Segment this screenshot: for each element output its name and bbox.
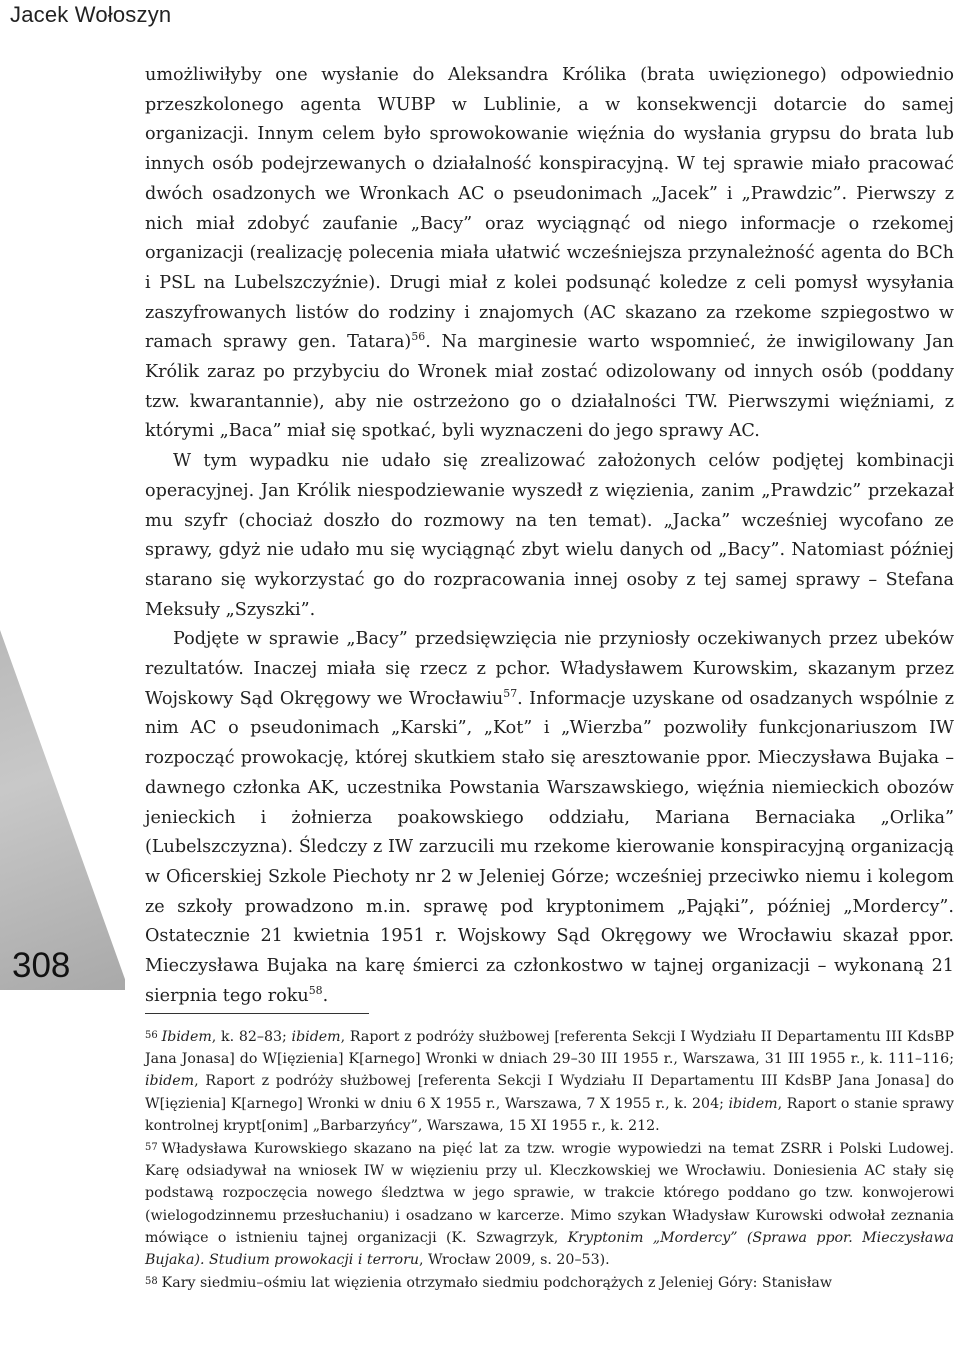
paragraph bbox=[145, 625, 954, 1011]
footnote-text: Kryptonim „Mordercy” (Sprawa ppor. Mieczysława Bujaka). Studium prowokacji i terroru bbox=[145, 1229, 954, 1269]
footnote-text: , k. 82–83; bbox=[211, 1029, 292, 1045]
page-number: 308 bbox=[12, 946, 71, 985]
footnote-number: 58 bbox=[145, 1276, 158, 1288]
footnote-text: , Raport o stanie sprawy kontrolnej krypt[onim] „Barbarzyńcy”, Warszawa, 15 XI 1955 r., k. 212. bbox=[145, 1095, 954, 1134]
footnote-separator bbox=[145, 1013, 369, 1014]
paragraph-text: . bbox=[322, 985, 329, 1006]
page-number-tab bbox=[0, 630, 125, 990]
footnote-text: , Raport z podróży służbowej [referenta Sekcji I Wydziału II Departamentu III KdsBP Jana Jonasa] do W[ięzienia] K[arnego] Wronki w dniach 29–30 III 1955 r., Warszawa, 31 III 1955 r., k. 111–116; bbox=[145, 1029, 954, 1068]
footnote-text: Ibidem bbox=[161, 1029, 212, 1045]
footnote-ref[interactable]: 56 bbox=[411, 330, 426, 344]
paragraph-text: . Na marginesie warto wspomnieć, że inwigilowany Jan Królik zaraz po przybyciu do Wronek miał zostać odizolowany od innych osób (poddany tzw. kwarantannie), aby nie ostrzeżono go o działalności TW. Pierwszymi więźniami, z którymi „Baca” miał się spotkać, byli wyznaczeni do jego sprawy AC. bbox=[145, 332, 954, 442]
footnote-text: ibidem bbox=[145, 1073, 195, 1090]
paragraph bbox=[145, 447, 954, 625]
footnote-ref[interactable]: 58 bbox=[308, 983, 323, 997]
footnote-text: Władysława Kurowskiego skazano na pięć lat za tzw. wrogie wypowiedzi na temat ZSRR i Polski Ludowej. Karę odsiadywał na wniosek IW w więzieniu przy ul. Kleczkowskiej we Wrocławiu. Doniesienia AC stały się podstawą rozpoczęcia nowego śledztwa w jego sprawie, w trakcie którego poddano go tzw. konwojerowi (wielogodzinnemu przesłuchaniu) i osadzano w karcerze. Mimo szykan Władysław Kurowski odwołał zeznania mówiące o istnieniu tajnej organizacji (K. Szwagrzyk, bbox=[145, 1141, 954, 1246]
paragraph-text: . Informacje uzyskane od osadzanych wspólnie z nim AC o pseudonimach „Karski”, „Kot” i „Wierzba” pozwoliły funkcjonariuszom IW rozpocząć prowokację, której skutkiem stało się aresztowanie ppor. Mieczysława Bujaka – dawnego członka AK, uczestnika Powstania Warszawskiego, więźnia niemieckich obozów jenieckich i żołnierza poakowskiego oddziału, Mariana Bernaciaka „Orlika” (Lubelszczyzna). Śledczy z IW zarzucili mu rzekome kierowanie konspiracyjną organizacją w Oficerskiej Szkole Piechoty nr 2 w Jeleniej Górze; wcześniej przeciwko niemu i kolegom ze szkoły prowadzono m.in. sprawę pod kryptonimem „Pająki”, później „Mordercy”. Ostatecznie 21 kwietnia 1951 r. Wojskowy Sąd Okręgowy we Wrocławiu skazał ppor. Mieczysława Bujaka na karę śmierci za członkostwo w tajnej organizacji – wykonaną 21 sierpnia tego roku bbox=[145, 688, 955, 1006]
body-text bbox=[145, 61, 954, 1012]
paragraph-text: Podjęte w sprawie „Bacy” przedsięwzięcia nie przyniosły oczekiwanych przez ubeków rezultatów. Inaczej miała się rzecz z pchor. Władysławem Kurowskim, skazanym przez Wojskowy Sąd Okręgowy we Wrocławiu bbox=[145, 629, 954, 709]
footnote-number: 57 bbox=[145, 1142, 158, 1154]
footnote-text: ibidem bbox=[291, 1029, 341, 1045]
footnotes bbox=[145, 1025, 954, 1294]
paragraph-text: umożliwiłyby one wysłanie do Aleksandra Królika (brata uwięzionego) odpowiednio przeszkolonego agenta WUBP w Lublinie, a w konsekwencji dotarcie do samej organizacji. Innym celem było sprowokowanie więźnia do wysłania grypsu do brata lub innych osób podejrzewanych o działalność konspiracyjną. W tej sprawie miało pracować dwóch osadzonych we Wronkach AC o pseudonimach „Jacek” i „Prawdzic”. Pierwszy z nich miał zdobyć zaufanie „Bacy” oraz wyciągnąć od niego informacje o rzekomej organizacji (realizację polecenia miała ułatwić wcześniejsza przynależność agenta do BCh i PSL na Lubelszczyźnie). Drugi miał z kolei podsunąć koledze z celi pomysł wysyłania zaszyfrowanych listów do rodziny i znajomych (AC skazano za rzekome szpiegostwo w ramach sprawy gen. Tatara) bbox=[145, 65, 954, 353]
running-head: Jacek Wołoszyn bbox=[10, 2, 172, 27]
footnote-number: 56 bbox=[145, 1030, 158, 1041]
footnote-text: ibidem bbox=[728, 1095, 778, 1112]
footnote bbox=[145, 1137, 954, 1271]
footnote bbox=[145, 1025, 954, 1137]
footnote bbox=[145, 1271, 954, 1294]
footnote-ref[interactable]: 57 bbox=[503, 686, 518, 700]
footnote-text: Kary siedmiu–ośmiu lat więzienia otrzymało siedmiu podchorążych z Jeleniej Góry: Stanisław bbox=[161, 1275, 832, 1292]
paragraph-text: W tym wypadku nie udało się zrealizować założonych celów podjętej kombinacji operacyjnej. Jan Królik niespodziewanie wyszedł z więzienia, zanim „Prawdzic” przekazał mu szyfr (chociaż doszło do rozmowy na ten temat). „Jacka” wcześniej wycofano ze sprawy, gdyż nie udało mu się wyciągnąć zbyt wielu danych od „Bacy”. Natomiast później starano się wykorzystać go do rozpracowania innej osoby z tej samej sprawy – Stefana Meksuły „Szyszki”. bbox=[145, 451, 954, 620]
paragraph bbox=[145, 61, 954, 447]
footnote-text: , Wrocław 2009, s. 20–53). bbox=[419, 1252, 610, 1269]
footnote-text: , Raport z podróży służbowej [referenta Sekcji I Wydziału II Departamentu III KdsBP Jana Jonasa] do W[ięzienia] K[arnego] Wronki w dniu 6 X 1955 r., Warszawa, 7 X 1955 r., k. 204; bbox=[145, 1073, 954, 1112]
